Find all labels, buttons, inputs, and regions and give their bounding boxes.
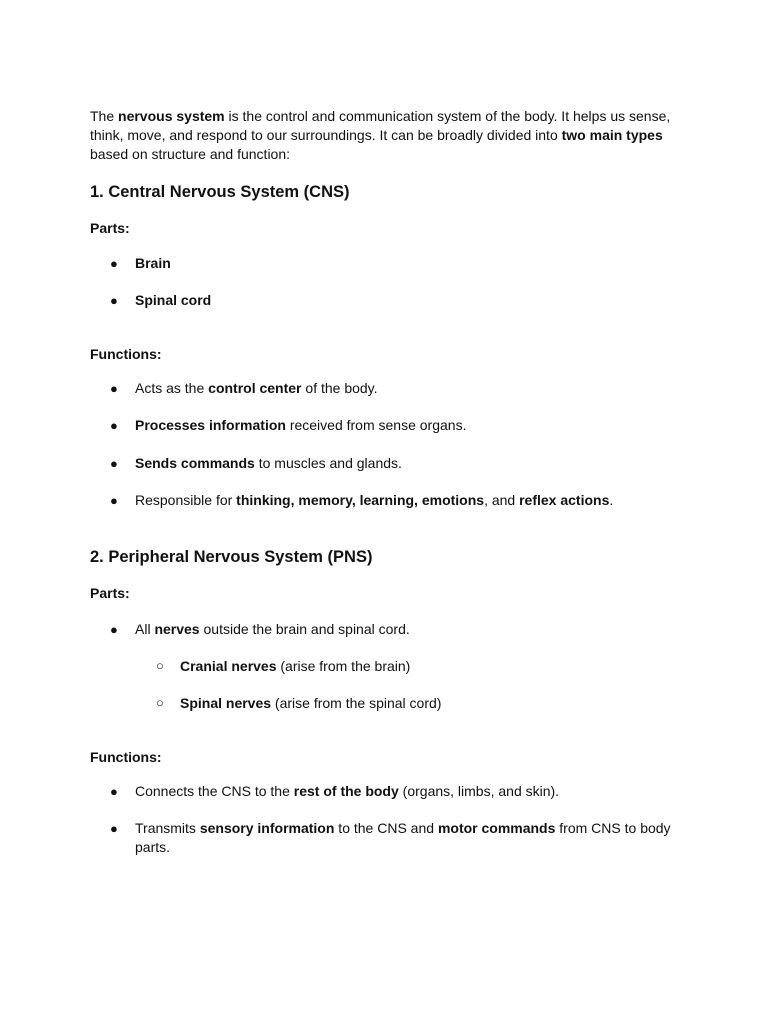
text-run: The	[90, 108, 119, 124]
text-run: outside the brain and spinal cord.	[199, 621, 410, 637]
bullet-icon: ●	[110, 256, 118, 271]
hollow-bullet-icon: ○	[156, 658, 164, 673]
text-run: All	[135, 621, 155, 637]
sub-list-item	[156, 657, 680, 676]
bullet-icon: ●	[110, 784, 118, 799]
text-run: (organs, limbs, and skin).	[398, 783, 560, 799]
list-item	[110, 491, 675, 510]
bold-run: Spinal cord	[135, 292, 212, 308]
bullet-icon: ●	[110, 293, 118, 308]
text-run: Acts as the	[135, 380, 209, 396]
text-run: to muscles and glands.	[254, 455, 402, 471]
pns-parts-label: Parts:	[90, 585, 130, 601]
bold-run: nervous system	[118, 108, 225, 124]
bold-run: Processes information	[135, 417, 286, 433]
list-item	[110, 254, 675, 273]
text-run: .	[609, 492, 614, 508]
text-run: is the control and communication system of the body. It helps us sense, think, move, and respond to our surroundings. It can be broadly divided into	[90, 108, 671, 143]
bullet-icon: ●	[110, 493, 118, 508]
list-item	[110, 620, 675, 639]
bullet-icon: ●	[110, 622, 118, 637]
bold-run: control center	[208, 380, 302, 396]
bullet-icon: ●	[110, 456, 118, 471]
list-item	[110, 416, 675, 435]
bullet-icon: ●	[110, 821, 118, 836]
bullet-icon: ●	[110, 418, 118, 433]
list-item	[110, 291, 675, 310]
pns-heading: 2. Peripheral Nervous System (PNS)	[90, 548, 373, 566]
text-run: based on structure and function:	[90, 146, 291, 162]
bold-run: reflex actions	[519, 492, 610, 508]
cns-parts-label: Parts:	[90, 220, 130, 236]
list-item	[110, 782, 675, 801]
bold-run: Sends commands	[135, 455, 255, 471]
text-run: from CNS to body parts.	[135, 820, 671, 855]
text-run: of the body.	[301, 380, 378, 396]
bold-run: thinking, memory, learning, emotions	[236, 492, 485, 508]
bold-run: Brain	[135, 255, 171, 271]
list-item	[110, 819, 675, 857]
text-run: to the CNS and	[334, 820, 438, 836]
bold-run: sensory information	[199, 820, 335, 836]
text-run: Responsible for	[135, 492, 237, 508]
bold-run: two main types	[561, 127, 663, 143]
bold-run: nerves	[154, 621, 200, 637]
bold-run: Cranial nerves	[180, 658, 277, 674]
bold-run: motor commands	[437, 820, 556, 836]
text-run: received from sense organs.	[285, 417, 467, 433]
text-run: , and	[484, 492, 520, 508]
bold-run: Spinal nerves	[180, 695, 272, 711]
sub-list-item	[156, 694, 680, 713]
list-item	[110, 379, 675, 398]
text-run: (arise from the brain)	[276, 658, 411, 674]
text-run: Connects the CNS to the	[135, 783, 294, 799]
bold-run: rest of the body	[293, 783, 399, 799]
cns-heading: 1. Central Nervous System (CNS)	[90, 183, 350, 201]
bullet-icon: ●	[110, 381, 118, 396]
intro-paragraph	[90, 107, 675, 164]
cns-functions-label: Functions:	[90, 346, 162, 362]
text-run: Transmits	[135, 820, 200, 836]
list-item	[110, 454, 675, 473]
text-run: (arise from the spinal cord)	[271, 695, 442, 711]
pns-functions-label: Functions:	[90, 749, 162, 765]
hollow-bullet-icon: ○	[156, 695, 164, 710]
